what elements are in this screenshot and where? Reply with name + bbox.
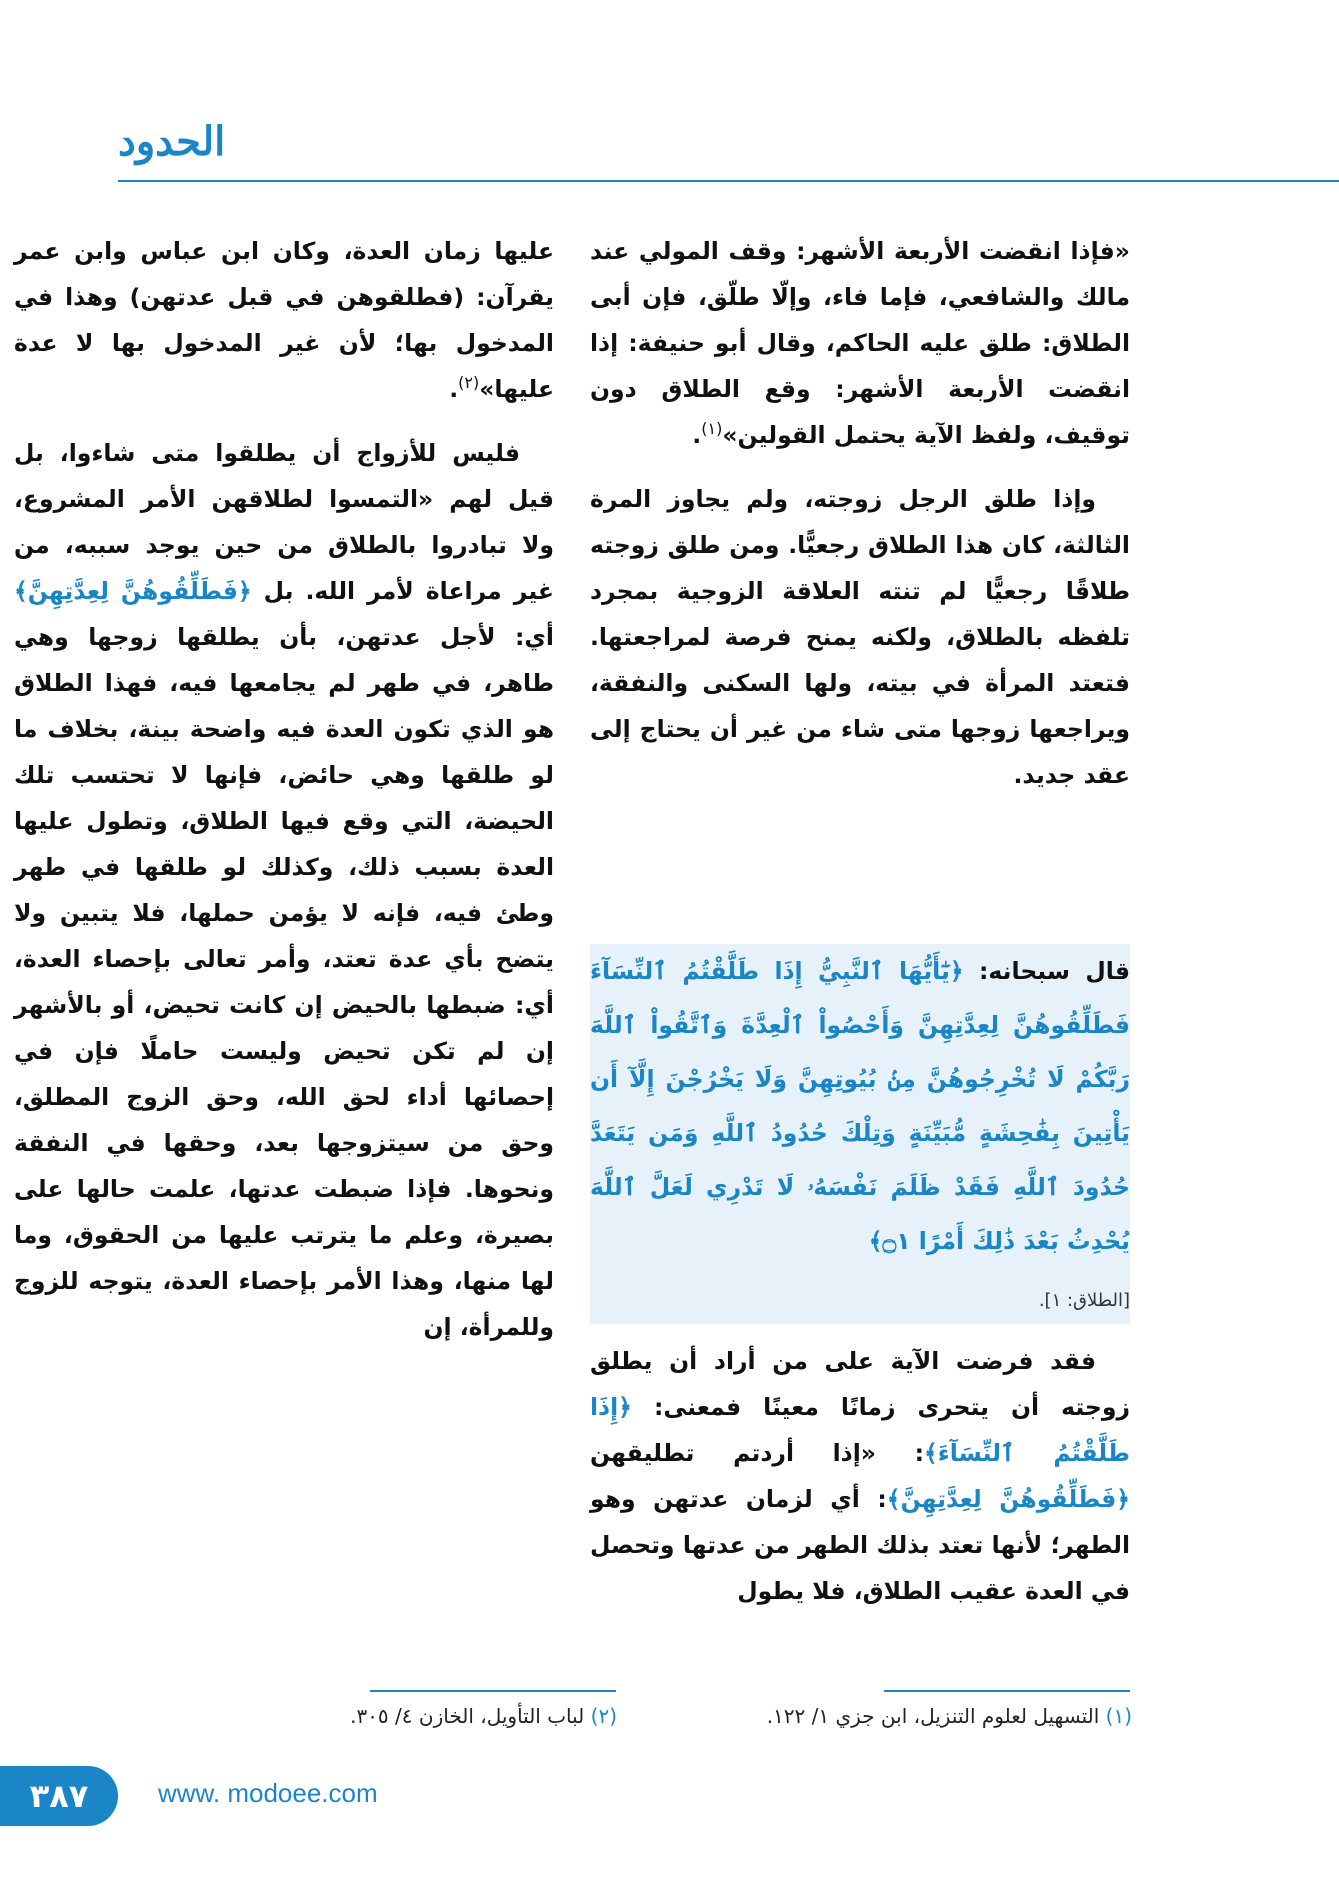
footnote-divider: [884, 1690, 1130, 1692]
page-number: ٣٨٧: [0, 1766, 118, 1826]
verse-text: ﴿يَٰٓأَيُّهَا ٱلنَّبِيُّ إِذَا طَلَّقْتُمُ ٱلنِّسَآءَ فَطَلِّقُوهُنَّ لِعِدَّتِهِنَّ وَأَحْصُواْ ٱلْعِدَّةَ وَٱتَّقُواْ ٱللَّهَ رَبَّكُمْ لَا تُخْرِجُوهُنَّ مِنۢ بُيُوتِهِنَّ وَلَا يَخْرُجْنَ إِلَّآ أَن يَأْتِينَ بِفَٰحِشَةٍ مُّبَيِّنَةٍ وَتِلْكَ حُدُودُ ٱللَّهِ وَمَن يَتَعَدَّ حُدُودَ ٱللَّهِ فَقَدْ ظَلَمَ نَفْسَهُۥ لَا تَدْرِي لَعَلَّ ٱللَّهَ يُحْدِثُ بَعْدَ ذَٰلِكَ أَمْرًا ۝١﴾: [590, 957, 1130, 1255]
paragraph: وإذا طلق الرجل زوجته، ولم يجاوز المرة الثالثة، كان هذا الطلاق رجعيًّا. ومن طلق زوجته طلاقًا رجعيًّا لم تنته العلاقة الزوجية بمجرد تلفظه بالطلاق، ولكنه يمنح فرصة لمراجعتها. فتعتد المرأة في بيته، ولها السكنى والنفقة، ويراجعها زوجها متى شاء من غير أن يحتاج إلى عقد جديد.: [590, 485, 1130, 789]
footnote-ref[interactable]: (١): [701, 419, 723, 439]
footnote-text: التسهيل لعلوم التنزيل، ابن جزي ١/ ١٢٢.: [766, 1704, 1100, 1728]
footnote-text: لباب التأويل، الخازن ٤/ ٣٠٥.: [350, 1704, 585, 1728]
quran-quote: ﴿فَطَلِّقُوهُنَّ لِعِدَّتِهِنَّ﴾: [886, 1485, 1130, 1513]
verse-reference: [الطلاق: ١].: [1038, 1290, 1130, 1311]
header-divider: [118, 180, 1339, 182]
footnote-1: [767, 1704, 1132, 1728]
verse-intro: قال سبحانه:: [979, 957, 1130, 985]
section-title: الحدود: [118, 118, 226, 165]
right-column: [590, 228, 1130, 816]
quran-quote: ﴿فَطَلِّقُوهُنَّ لِعِدَّتِهِنَّ﴾: [14, 577, 252, 605]
paragraph: فليس للأزواج أن يطلقوا متى شاءوا، بل قيل لهم «التمسوا لطلاقهن الأمر المشروع، ولا تبادروا بالطلاق من حين يوجد سببه، من غير مراعاة لأمر الله. بل ﴿فَطَلِّقُوهُنَّ لِعِدَّتِهِنَّ﴾ أي: لأجل عدتهن، بأن يطلقها زوجها وهي طاهر، في طهر لم يجامعها فيه، فهذا الطلاق هو الذي تكون العدة فيه واضحة بينة، بخلاف ما لو طلقها وهي حائض، فإنها لا تحتسب تلك الحيضة، التي وقع فيها الطلاق، وتطول عليها العدة بسبب ذلك، وكذلك لو طلقها في طهر وطئ فيه، فإنه لا يؤمن حملها، فلا يتبين ولا يتضح بأي عدة تعتد، وأمر تعالى بإحصاء العدة، أي: ضبطها بالحيض إن كانت تحيض، أو بالأشهر إن لم تكن تحيض وليست حاملًا فإن في إحصائها أداء لحق الله، وحق الزوج المطلق، وحق من سيتزوجها بعد، وحقها في النفقة ونحوها. فإذا ضبطت عدتها، علمت حالها على بصيرة، وعلم ما يترتب عليها من الحقوق، وما لها منها، وهذا الأمر بإحصاء العدة، يتوجه للزوج وللمرأة، إن: [14, 439, 554, 1341]
paragraph: فقد فرضت الآية على من أراد أن يطلق زوجته أن يتحرى زمانًا معينًا فمعنى: ﴿إِذَا طَلَّقْتُمُ ٱلنِّسَآءَ﴾: «إذا أردتم تطليقهن ﴿فَطَلِّقُوهُنَّ لِعِدَّتِهِنَّ﴾: أي لزمان عدتهن وهو الطهر؛ لأنها تعتد بذلك الطهر من عدتها وتحصل في العدة عقيب الطلاق، فلا يطول: [590, 1347, 1130, 1605]
footnote-divider: [370, 1690, 616, 1692]
footnote-number: (٢): [590, 1704, 617, 1728]
footnote-2: [350, 1704, 617, 1728]
quran-verse: [590, 944, 1130, 1614]
website-link[interactable]: www. modoee.com: [158, 1778, 378, 1808]
quran-quote: ﴿إِذَا طَلَّقْتُمُ ٱلنِّسَآءَ﴾: [590, 1393, 1130, 1467]
paragraph: «فإذا انقضت الأربعة الأشهر: وقف المولي عند مالك والشافعي، فإما فاء، وإلّا طلّق، فإن أبى الطلاق: طلق عليه الحاكم، وقال أبو حنيفة: إذا انقضت الأربعة الأشهر: وقع الطلاق دون توقيف، ولفظ الآية يحتمل القولين»$^{(١)}$.: [590, 237, 1130, 449]
paragraph: عليها زمان العدة، وكان ابن عباس وابن عمر يقرآن: (فطلقوهن في قبل عدتهن) وهذا في المدخول بها؛ لأن غير المدخول بها لا عدة عليها»$^{(٢)}$.: [14, 237, 554, 403]
footnote-number: (١): [1105, 1704, 1132, 1728]
footnote-ref[interactable]: (٢): [458, 373, 480, 393]
left-column: [14, 228, 554, 1368]
